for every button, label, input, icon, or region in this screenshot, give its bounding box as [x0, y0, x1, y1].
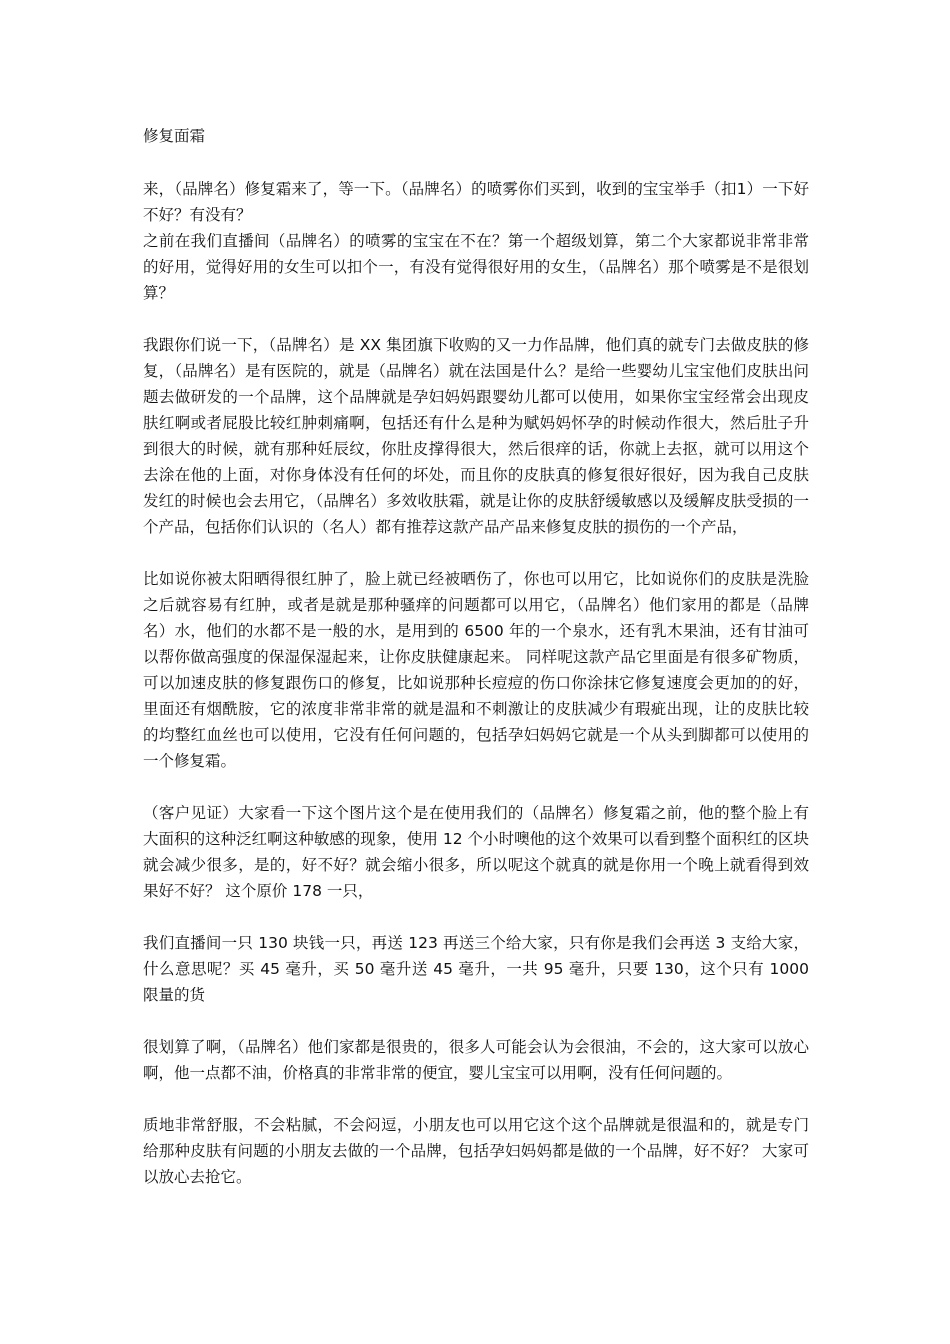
- paragraph-brand-intro: 我跟你们说一下，（品牌名）是 XX 集团旗下收购的又一力作品牌，他们真的就专门去做皮肤的修复，（品牌名）是有医院的，就是（品牌名）就在法国是什么？是给一些婴幼儿宝宝他们皮肤出问题去做研发的一个品牌，这个品牌就是孕妇妈妈跟婴幼儿都可以使用，如果你宝宝经常会出现皮肤红啊或者屁股比较红肿刺痛啊，包括还有什么是种为赋妈妈怀孕的时候动作很大，然后肚子升到很大的时候，就有那种妊辰纹，你肚皮撑得很大，然后很痒的话，你就上去抠，就可以用这个去涂在他的上面，对你身体没有任何的坏处，而且你的皮肤真的修复很好很好，因为我自己皮肤发红的时候也会去用它，（品牌名）多效收肤霜，就是让你的皮肤舒缓敏感以及缓解皮肤受损的一个产品，包括你们认识的（名人）都有推荐这款产品产品来修复皮肤的损伤的一个产品，: [143, 336, 809, 536]
- paragraph-texture: 质地非常舒服，不会粘腻，不会闷逗，小朋友也可以用它这个这个品牌就是很温和的，就是专门给那种皮肤有问题的小朋友去做的一个品牌，包括孕妇妈妈都是做的一个品牌，好不好？ 大家可以放心去抢它。: [143, 1116, 809, 1186]
- paragraph-offer: 我们直播间一只 130 块钱一只，再送 123 再送三个给大家，只有你是我们会再送 3 支给大家，什么意思呢？买 45 毫升，买 50 毫升送 45 毫升，一共 95 毫升，只要 130，这个只有 1000 限量的货: [143, 934, 809, 1004]
- paragraph-usage: 比如说你被太阳晒得很红肿了，脸上就已经被晒伤了，你也可以用它，比如说你们的皮肤是洗脸之后就容易有红肿，或者是就是那种骚痒的问题都可以用它，（品牌名）他们家用的都是（品牌名）水，他们的水都不是一般的水，是用到的 6500 年的一个泉水，还有乳木果油，还有甘油可以帮你做高强度的保湿保湿起来，让你皮肤健康起来。 同样呢这款产品它里面是有很多矿物质，可以加速皮肤的修复跟伤口的修复，比如说那种长痘痘的伤口你涂抹它修复速度会更加的的好，里面还有烟酰胺，它的浓度非常非常的就是温和不刺激让的皮肤减少有瑕疵出现，让的皮肤比较的均整红血丝也可以使用，它没有任何问题的，包括孕妇妈妈它就是一个从头到脚都可以使用的一个修复霜。: [143, 570, 809, 770]
- paragraph-spray-question: 之前在我们直播间（品牌名）的喷雾的宝宝在不在？第一个超级划算，第二个大家都说非常非常的好用，觉得好用的女生可以扣个一，有没有觉得很好用的女生，（品牌名）那个喷雾是不是很划算？: [143, 232, 809, 302]
- paragraph-value: 很划算了啊，（品牌名）他们家都是很贵的，很多人可能会认为会很油，不会的，这大家可以放心啊，他一点都不油，价格真的非常非常的便宜，婴儿宝宝可以用啊，没有任何问题的。: [143, 1038, 809, 1082]
- paragraph-testimonial: （客户见证）大家看一下这个图片这个是在使用我们的（品牌名）修复霜之前，他的整个脸上有大面积的这种泛红啊这种敏感的现象，使用 12 个小时噢他的这个效果可以看到整个面积红的区块就会减少很多，是的，好不好？就会缩小很多，所以呢这个就真的就是你用一个晚上就看得到效果好不好？ 这个原价 178 一只，: [143, 804, 809, 900]
- document-page: [143, 124, 809, 1216]
- document-title: 修复面霜: [143, 127, 206, 145]
- paragraph-intro: 来，（品牌名）修复霜来了，等一下。（品牌名）的喷雾你们买到，收到的宝宝举手（扣1）一下好不好？有没有？: [143, 180, 809, 224]
